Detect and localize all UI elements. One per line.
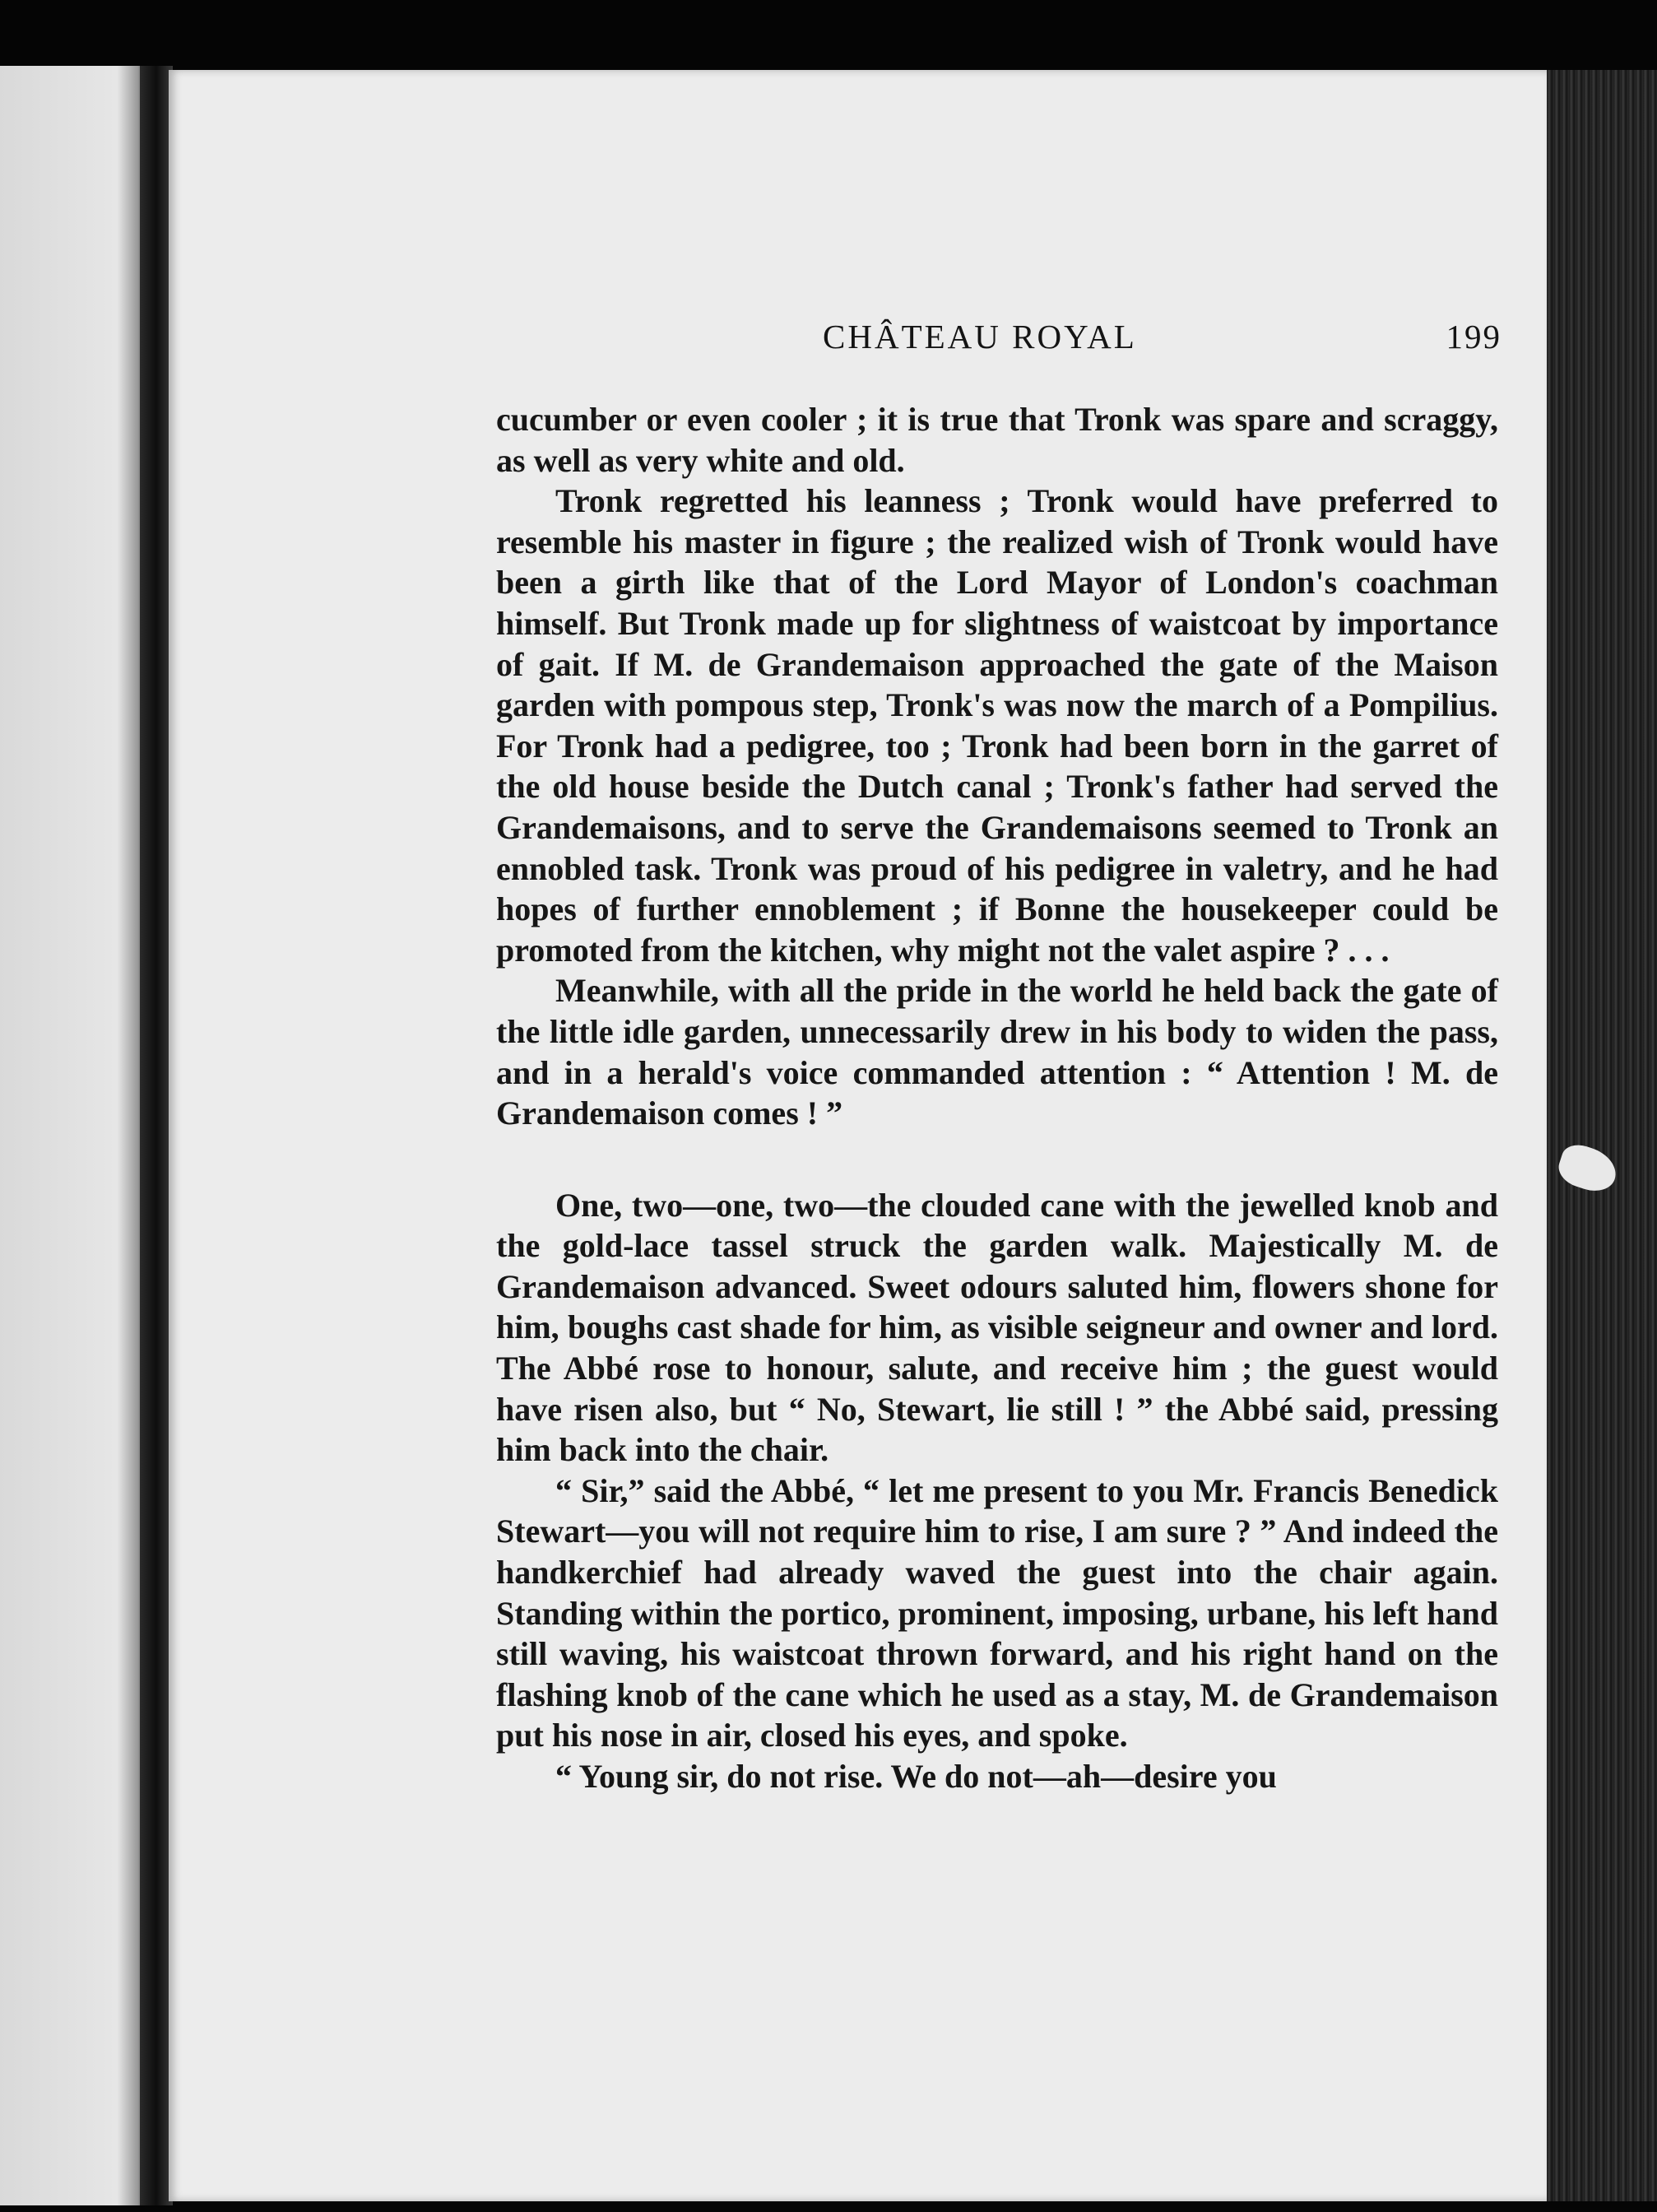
body-text (496, 399, 1498, 1797)
paragraph: cucumber or even cooler ; it is true that Tronk was spare and scraggy, as well as very white and old. (496, 401, 1498, 479)
paragraph: “ Sir,” said the Abbé, “ let me present to you Mr. Francis Benedick Stewart—you will not require him to rise, I am sure ? ” And indeed the handkerchief had already waved the guest into the chair again. Standing within the portico, prominent, imposing, urbane, his left hand still waving, his waistcoat thrown forward, and his right hand on the flashing knob of the cane which he used as a stay, M. de Grandemaison put his nose in air, closed his eyes, and spoke. (496, 1471, 1498, 1754)
book-page (169, 70, 1547, 2201)
paragraph: Tronk regretted his leanness ; Tronk would have preferred to resemble his master in figure ; the realized wish of Tronk would have been a girth like that of the Lord Mayor of London's coachman himself. But Tronk made up for slightness of waistcoat by importance of gait. If M. de Grandemaison approached the gate of the Maison garden with pompous step, Tronk's was now the march of a Pompilius. For Tronk had a pedigree, too ; Tronk had been born in the garret of the old house beside the Dutch canal ; Tronk's father had served the Grandemaisons, and to serve the Grandemaisons seemed to Tronk an ennobled task. Tronk was proud of his pedigree in valetry, and he had hopes of further ennoblement ; if Bonne the housekeeper could be promoted from the kitchen, why might not the valet aspire ? . . . (496, 482, 1498, 969)
paragraph: “ Young sir, do not rise. We do not—ah—desire you (555, 1758, 1277, 1795)
section-break (496, 1134, 1498, 1185)
facing-page-edge (0, 66, 156, 2205)
page-header (498, 317, 1502, 366)
paragraph: One, two—one, two—the clouded cane with the jewelled knob and the gold-lace tassel struck the garden walk. Majestically M. de Grandemaison advanced. Sweet odours saluted him, flowers shone for him, boughs cast shade for him, as visible seigneur and owner and lord. The Abbé rose to honour, salute, and receive him ; the guest would have risen also, but “ No, Stewart, lie still ! ” the Abbé said, pressing him back into the chair. (496, 1186, 1498, 1469)
page-stack-edge (1547, 70, 1657, 2201)
running-title: CHÂTEAU ROYAL (823, 318, 1137, 356)
paragraph: Meanwhile, with all the pride in the world he held back the gate of the little idle garden, unnecessarily drew in his body to widen the pass, and in a herald's voice commanded attention : “ Attention ! M. de Grandemaison comes ! ” (496, 972, 1498, 1132)
page-number: 199 (1446, 318, 1502, 356)
book-gutter (140, 66, 173, 2205)
